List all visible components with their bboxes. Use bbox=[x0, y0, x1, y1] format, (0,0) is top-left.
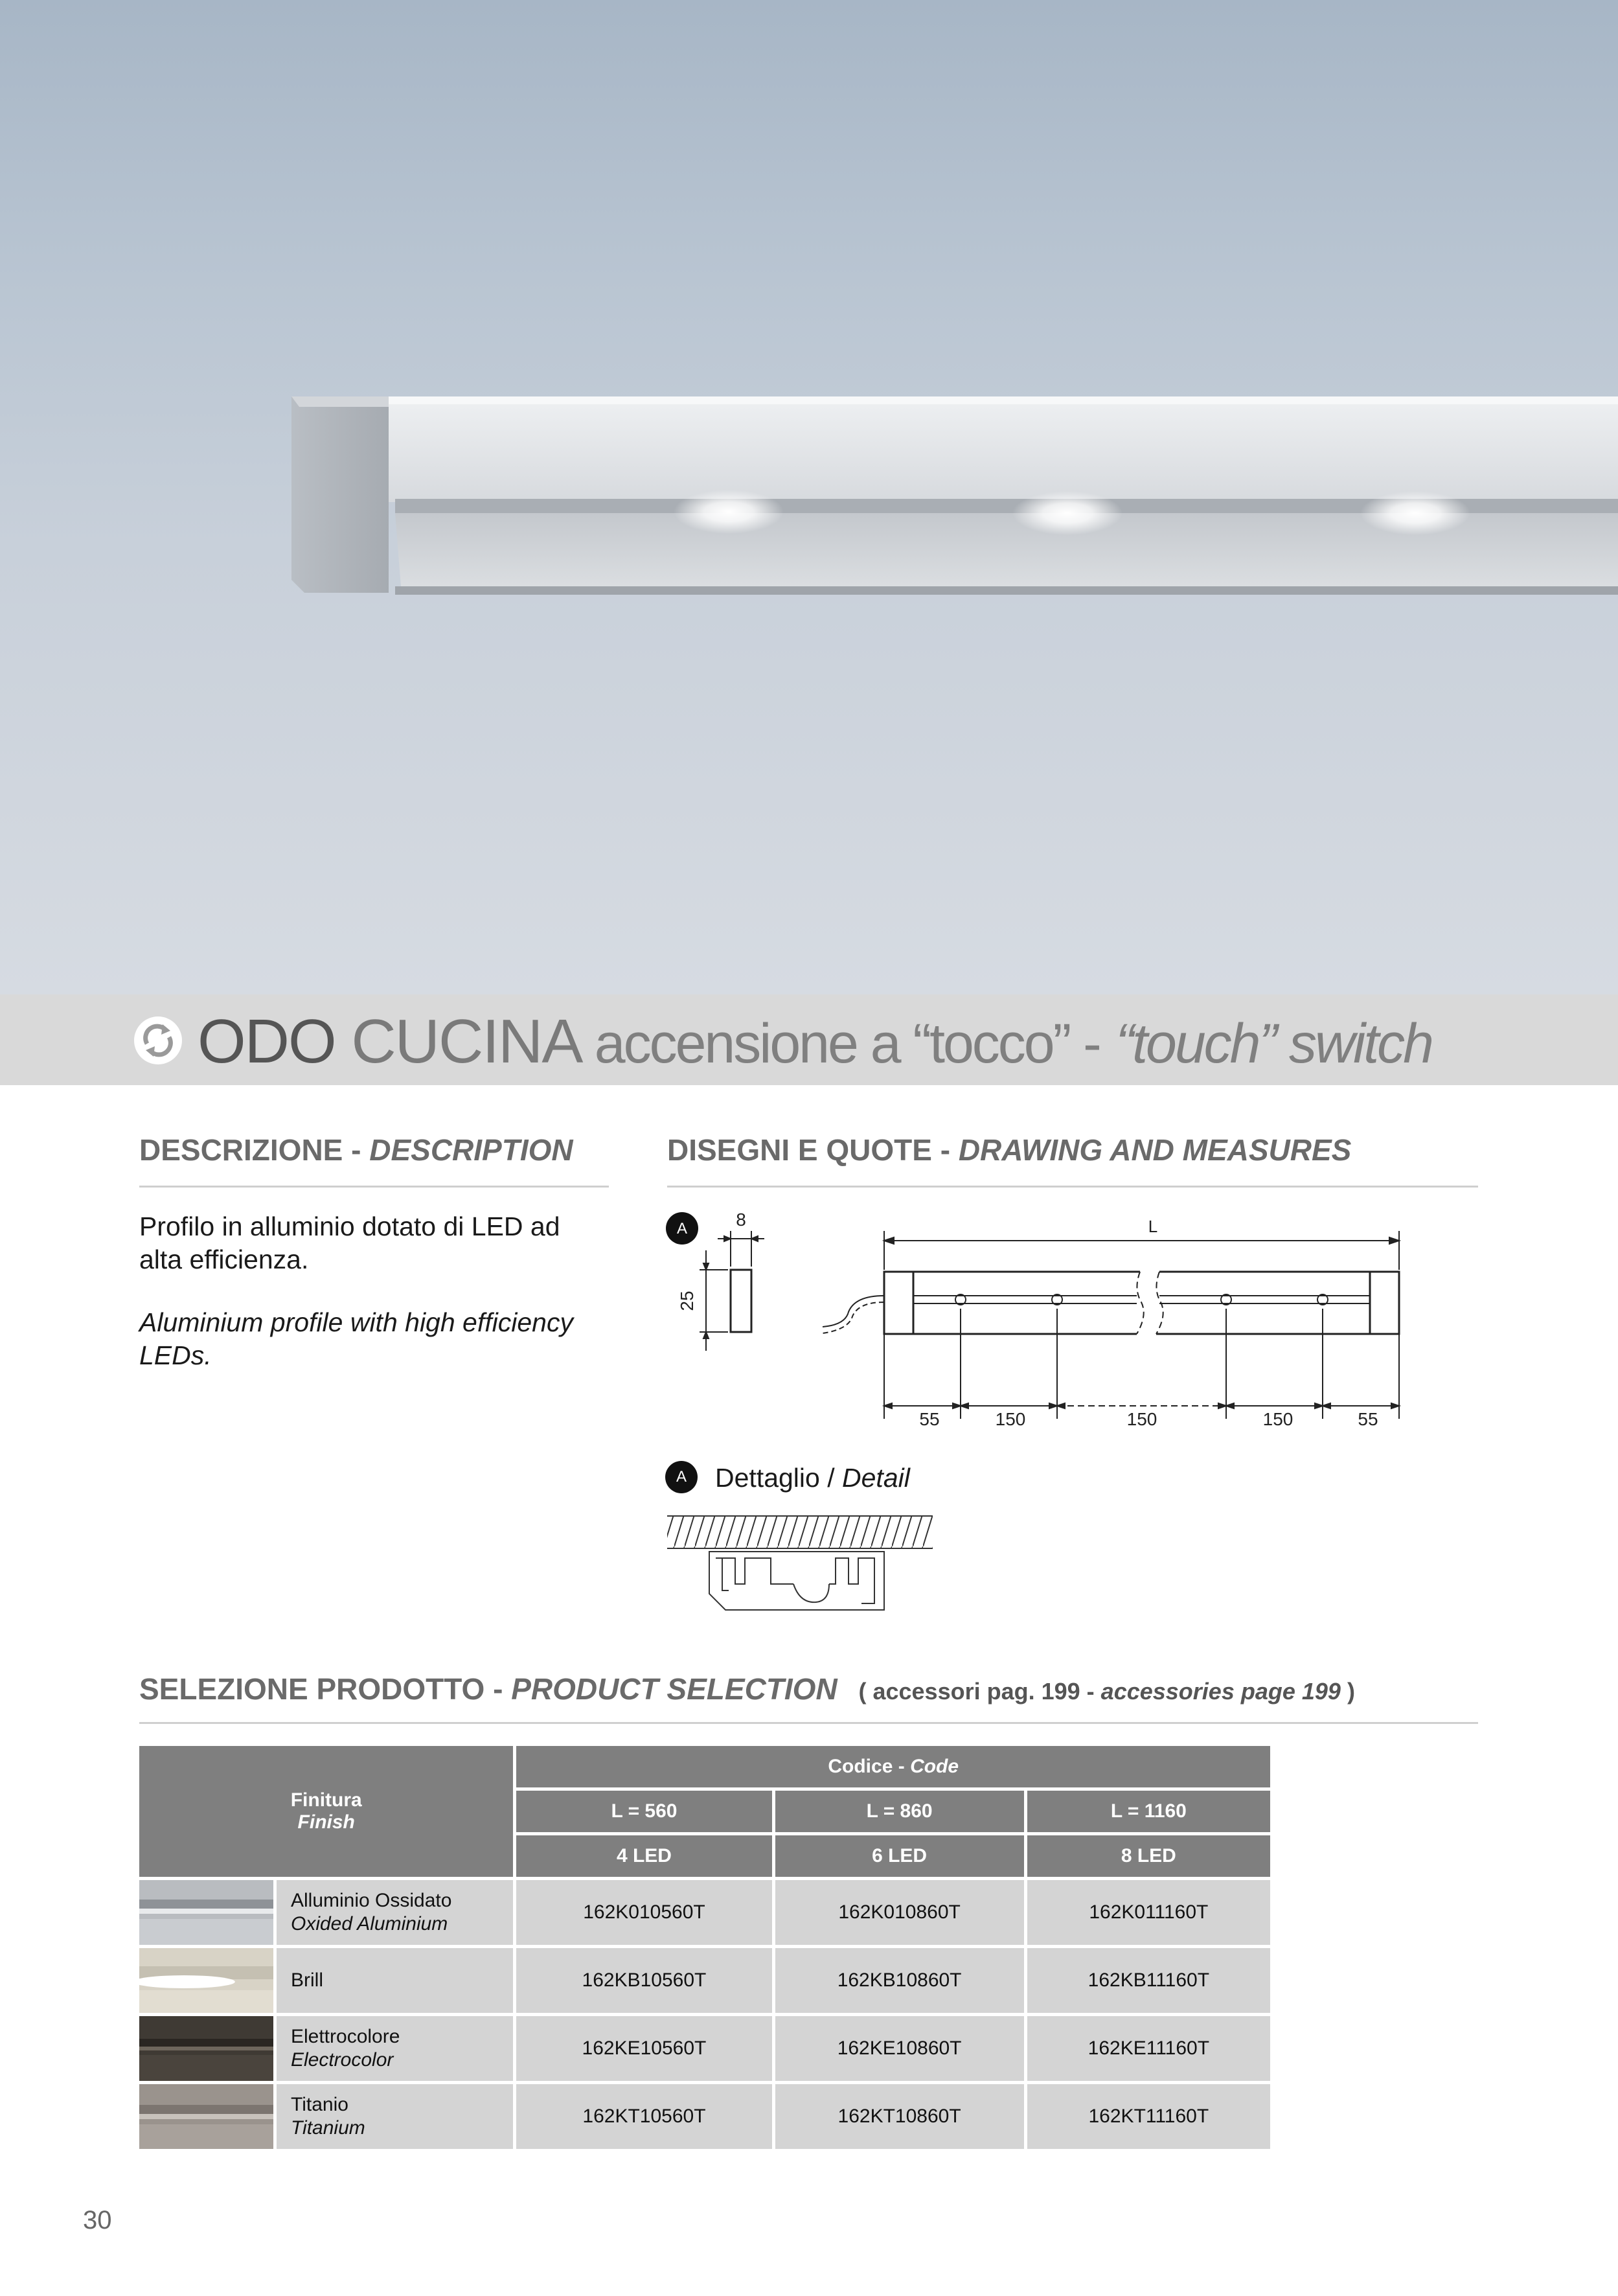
finish-swatch-electrocolor bbox=[139, 2016, 273, 2081]
selection-heading bbox=[139, 1671, 1355, 1706]
led-count-header: 4 LED bbox=[516, 1835, 771, 1877]
finish-swatch-titanium bbox=[139, 2084, 273, 2149]
product-code: 162KB11160T bbox=[1027, 1948, 1270, 2013]
description-heading-en: DESCRIPTION bbox=[369, 1133, 573, 1167]
product-table bbox=[136, 1743, 1273, 2152]
code-header bbox=[516, 1746, 1270, 1787]
dim-bottom-2: 150 bbox=[995, 1409, 1026, 1429]
table-row bbox=[139, 2016, 1270, 2081]
product-code: 162KE11160T bbox=[1027, 2016, 1270, 2081]
product-code: 162KT10860T bbox=[775, 2084, 1024, 2149]
description-heading-it: DESCRIZIONE - bbox=[139, 1133, 361, 1167]
length-header: L = 860 bbox=[775, 1791, 1024, 1832]
detail-label bbox=[715, 1463, 910, 1493]
finish-name bbox=[277, 1948, 513, 2013]
product-code: 162K011160T bbox=[1027, 1880, 1270, 1945]
detail-section-drawing bbox=[664, 1513, 936, 1616]
detail-badge: A bbox=[665, 1461, 698, 1493]
finish-name bbox=[277, 2084, 513, 2149]
title-subtitle-it: accensione a “tocco” - bbox=[594, 1013, 1100, 1075]
title-brand: ODO bbox=[198, 1007, 336, 1076]
table-row bbox=[139, 1948, 1270, 2013]
accessories-note-it: ( accessori pag. 199 - bbox=[858, 1678, 1095, 1705]
drawing-heading-it: DISEGNI E QUOTE - bbox=[667, 1133, 951, 1167]
drawing-heading bbox=[667, 1132, 1351, 1167]
technical-drawing bbox=[661, 1205, 1419, 1438]
product-code: 162KB10560T bbox=[516, 1948, 771, 2013]
dim-length: L bbox=[1148, 1217, 1158, 1236]
finish-name-it: Elettrocolore bbox=[290, 2026, 400, 2047]
accessories-note-en: accessories page 199 bbox=[1100, 1678, 1341, 1705]
page-title bbox=[198, 1003, 1432, 1081]
product-code: 162KT11160T bbox=[1027, 2084, 1270, 2149]
finish-swatch-aluminium bbox=[139, 1880, 273, 1945]
description-text-it: Profilo in alluminio dotato di LED ad alta efficienza. bbox=[139, 1211, 560, 1274]
description-text-en: Aluminium profile with high efficiency LEDs. bbox=[139, 1307, 573, 1370]
code-header-it: Codice - bbox=[828, 1756, 905, 1777]
title-subtitle-en: “touch” switch bbox=[1115, 1013, 1432, 1075]
dim-height: 25 bbox=[677, 1291, 697, 1311]
table-row bbox=[139, 2084, 1270, 2149]
product-code: 162KB10860T bbox=[775, 1948, 1024, 2013]
finish-swatch-brill bbox=[139, 1948, 273, 2013]
dim-bottom-5: 55 bbox=[1358, 1409, 1378, 1429]
detail-label-en: Detail bbox=[842, 1463, 910, 1493]
divider bbox=[139, 1186, 609, 1188]
finish-name-en: Titanium bbox=[290, 2117, 365, 2139]
finish-header-it: Finitura bbox=[290, 1789, 362, 1811]
finish-header bbox=[139, 1746, 513, 1877]
code-header-en: Code bbox=[910, 1756, 959, 1777]
product-code: 162K010560T bbox=[516, 1880, 771, 1945]
product-code: 162K010860T bbox=[775, 1880, 1024, 1945]
finish-name bbox=[277, 1880, 513, 1945]
dim-bottom-3: 150 bbox=[1126, 1409, 1157, 1429]
product-code: 162KE10860T bbox=[775, 2016, 1024, 2081]
length-header: L = 560 bbox=[516, 1791, 771, 1832]
finish-name-it: Alluminio Ossidato bbox=[290, 1890, 452, 1911]
length-header: L = 1160 bbox=[1027, 1791, 1270, 1832]
led-count-header: 8 LED bbox=[1027, 1835, 1270, 1877]
accessories-note-close: ) bbox=[1347, 1678, 1355, 1705]
finish-name-en: Electrocolor bbox=[290, 2049, 394, 2071]
divider bbox=[667, 1186, 1478, 1188]
drawing-heading-en: DRAWING AND MEASURES bbox=[958, 1133, 1352, 1167]
finish-name-it: Titanio bbox=[290, 2094, 348, 2115]
description-heading bbox=[139, 1132, 573, 1167]
accessories-note bbox=[845, 1678, 1355, 1705]
touch-switch-icon bbox=[133, 1015, 183, 1066]
detail-label-it: Dettaglio / bbox=[715, 1463, 835, 1493]
table-row bbox=[139, 1880, 1270, 1945]
led-count-header: 6 LED bbox=[775, 1835, 1024, 1877]
detail-badge: A bbox=[676, 1220, 688, 1237]
hero-photo bbox=[0, 0, 1618, 994]
product-code: 162KT10560T bbox=[516, 2084, 771, 2149]
finish-name-it: Brill bbox=[290, 1969, 323, 1991]
product-code: 162KE10560T bbox=[516, 2016, 771, 2081]
finish-header-en: Finish bbox=[297, 1811, 355, 1833]
finish-name bbox=[277, 2016, 513, 2081]
dim-width: 8 bbox=[736, 1210, 746, 1230]
led-profile-illustration bbox=[0, 0, 1618, 994]
dim-bottom-1: 55 bbox=[919, 1409, 940, 1429]
selection-heading-it: SELEZIONE PRODOTTO - bbox=[139, 1672, 503, 1706]
finish-name-en: Oxided Aluminium bbox=[290, 1913, 448, 1934]
selection-heading-en: PRODUCT SELECTION bbox=[511, 1672, 837, 1706]
dim-bottom-4: 150 bbox=[1262, 1409, 1293, 1429]
divider bbox=[139, 1722, 1478, 1724]
page-number: 30 bbox=[83, 2206, 112, 2234]
title-product: CUCINA bbox=[351, 1007, 579, 1076]
